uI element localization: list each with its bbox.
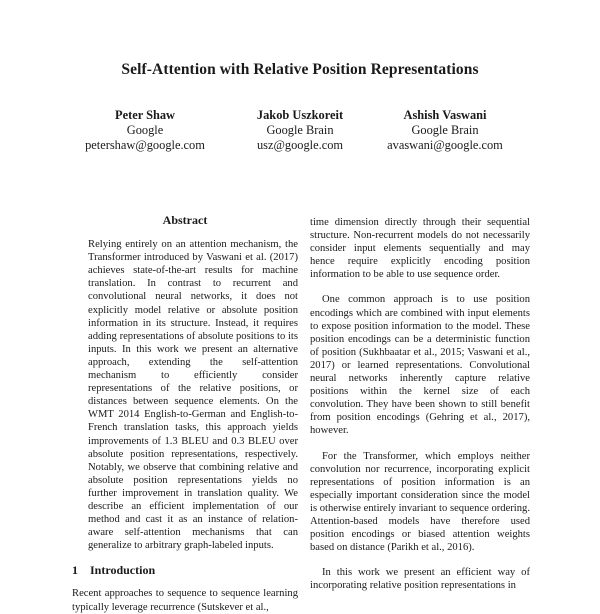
author-name: Ashish Vaswani [403, 108, 487, 122]
author-affiliation: Google [126, 123, 164, 137]
author-1 [60, 108, 230, 153]
author-email: usz@google.com [256, 138, 344, 152]
author-affiliation: Google Brain [411, 123, 479, 137]
paragraph-continued: time dimension directly through their sequential structure. Non-recurrent models do not necessarily consider input elements sequentially and may hence require explicitly encoding position information to be able to use sequence order. [310, 217, 530, 281]
section-title: Introduction [90, 563, 156, 578]
author-email: avaswani@google.com [387, 138, 503, 152]
right-column [310, 216, 530, 604]
paragraph-transformer: For the Transformer, which employs neither convolution nor recurrence, incorporating explicit representations of position information is an especially important consideration since the model is otherwise entirely invariant to sequence ordering. Attention-based models have therefore used position encodings or biased attention weights based on distance (Parikh et al., 2016). [310, 450, 530, 554]
author-3 [360, 108, 530, 153]
author-email: petershaw@google.com [85, 138, 205, 152]
author-name: Jakob Uszkoreit [256, 108, 344, 122]
author-affiliation: Google Brain [266, 123, 334, 137]
paper-title: Self-Attention with Relative Position Representations [121, 61, 479, 78]
author-name: Peter Shaw [115, 108, 175, 122]
paragraph-position-encodings: One common approach is to use position encodings which are combined with input elements to expose position information to the model. These position encodings can be a deterministic function of position (Sukhbaatar et al., 2015; Vaswani et al., 2017) or learned representations. Convolutional neural networks inherently capture relative positions within the kernel size of each convolution. They have been shown to still benefit from position encodings (Gehring et al., 2017), however. [310, 294, 530, 437]
section-number: 1 [72, 563, 78, 578]
abstract-body: Relying entirely on an attention mechanism, the Transformer introduced by Vaswani et al. (2017) achieves state-of-the-art results for machine translation. In contrast to recurrent and convolutional neural networks, it does not explicitly model relative or absolute position information in its structure. Instead, it requires adding representations of absolute positions to its inputs. In this work we present an alternative approach, extending the self-attention mechanism to efficiently consider representations of the relative positions, or distances between sequence elements. On the WMT 2014 English-to-German and English-to-French translation tasks, this approach yields improvements of 1.3 BLEU and 0.3 BLEU over absolute position representations, respectively. Notably, we observe that combining relative and absolute position representations yields no further improvement in translation quality. We describe an efficient implementation of our method and cast it as an instance of relation-aware self-attention mechanisms that can generalize to arbitrary graph-labeled inputs. [88, 239, 298, 552]
author-block [60, 108, 540, 158]
paragraph-this-work: In this work we present an efficient way of incorporating relative position representations in [310, 567, 530, 592]
left-column [72, 214, 298, 614]
introduction-text: Recent approaches to sequence to sequence learning typically leverage recurrence (Sutskever et al., [72, 588, 298, 613]
abstract-heading: Abstract [162, 213, 208, 227]
introduction-heading [72, 564, 298, 577]
